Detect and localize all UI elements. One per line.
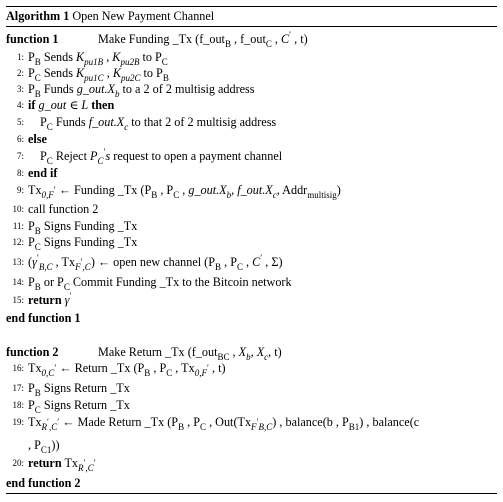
line-text: ($\gamma'_{B,C}$ , $Tx_{F',C}$) ← open new channel ($P_B$ , $P_C$ , C′ , Σ): [28, 253, 283, 272]
function-2-signature: Make Return _Tx (f_out$_{BC}$ , $X_b$, $X_c$, t): [98, 345, 282, 362]
line-number: 17 :: [6, 381, 24, 396]
algo-line-10: [0, 202, 503, 217]
line-number: 13 :: [6, 255, 24, 270]
line-number: 18 :: [6, 398, 24, 413]
line-text: else: [28, 132, 47, 146]
line-text: $P_C$ Funds $f\_out.X_c$ to that 2 of 2 multisig address: [40, 115, 277, 132]
line-text: $P_B$ Funds $g\_out.X_b$ to a 2 of 2 multisig address: [28, 82, 255, 99]
line-text: $P_B$ Signs Return _Tx: [28, 381, 130, 398]
function-1-signature: Make Funding _Tx (f_out$_B$ , f_out$_C$ , C′ , t): [98, 30, 308, 49]
line-text: call function 2: [28, 202, 99, 216]
line-text: $Tx_{0,F'}$ ← Funding _Tx ($P_B$ , $P_C$ , $g\_out.X_b$, $f\_out.X_c$, Addr$_{multisig}$): [28, 183, 341, 200]
algo-line-19-continued: [0, 438, 503, 453]
algorithm-caption: [6, 8, 214, 24]
line-text: $P_C$ Reject $P_C's$ request to open a payment channel: [40, 147, 283, 166]
line-text: $P_C$ Signs Return _Tx: [28, 398, 130, 415]
algo-line-1: [0, 50, 503, 65]
algo-line-15: [0, 293, 503, 308]
algo-line-19: [0, 415, 503, 430]
line-text: $Tx_{0,C'}$ ← Return _Tx ($P_B$ , $P_C$ , $Tx_{0,F'}$ , t): [28, 361, 226, 378]
line-text: if g_out ∈ L then: [28, 98, 115, 112]
algorithm-title: Open New Payment Channel: [72, 9, 215, 23]
line-number: 8 :: [6, 166, 24, 181]
line-text: $P_C$ Signs Funding _Tx: [28, 235, 138, 252]
end-function-2: end function 2: [6, 476, 81, 490]
algo-line-16: [0, 361, 503, 376]
function-2-header: [0, 345, 503, 360]
function-1-footer: [0, 311, 503, 326]
algo-line-5: [0, 115, 503, 130]
line-text: $Tx_{R',C'}$ ← Made Return _Tx ($P_B$ , $P_C$ , $Out(Tx_{F'B,C})$ , balance(b , $P_{B1}$) , balance(c: [28, 415, 420, 432]
algo-line-7: [0, 149, 503, 164]
algo-line-8: [0, 166, 503, 181]
line-number: 2 :: [6, 66, 24, 81]
algo-line-2: [0, 66, 503, 81]
function-1-keyword: function 1: [6, 32, 59, 46]
algorithm-label: Algorithm 1: [6, 9, 70, 23]
line-number: 16 :: [6, 361, 24, 376]
line-text: $P_B$ Sends $K_{pu1B}$ , $K_{pu2B}$ to $P_C$: [28, 50, 168, 67]
function-1-header: [0, 32, 503, 47]
line-number: 5 :: [6, 115, 24, 130]
algo-line-20: [0, 456, 503, 471]
algo-line-12: [0, 235, 503, 250]
line-text: $P_B$ or $P_C$ Commit Funding _Tx to the Bitcoin network: [28, 275, 292, 292]
algo-line-13: [0, 255, 503, 270]
algo-line-9: [0, 183, 503, 198]
algo-line-14: [0, 275, 503, 290]
line-number: 14 :: [6, 275, 24, 290]
algo-line-17: [0, 381, 503, 396]
bottom-rule: [6, 493, 497, 494]
line-number: 6 :: [6, 132, 24, 147]
function-2-footer: [0, 476, 503, 491]
line-number: 20 :: [6, 456, 24, 471]
caption-rule: [6, 26, 497, 27]
line-number: 3 :: [6, 82, 24, 97]
algo-line-11: [0, 219, 503, 234]
line-number: 11 :: [6, 219, 24, 234]
line-number: 12 :: [6, 235, 24, 250]
line-text: $P_C$ Sends $K_{pu1C}$ , $K_{pu2C}$ to $P_B$: [28, 66, 169, 83]
line-number: 19 :: [6, 415, 24, 430]
line-text: , $P_{C1}$)): [28, 438, 60, 455]
line-text: return $Tx_{R',C'}$: [28, 456, 96, 473]
algo-line-4: [0, 98, 503, 113]
line-number: 1 :: [6, 50, 24, 65]
algo-line-3: [0, 82, 503, 97]
line-number: 4 :: [6, 98, 24, 113]
line-number: 15 :: [6, 293, 24, 308]
end-function-1: end function 1: [6, 311, 81, 325]
algo-line-18: [0, 398, 503, 413]
line-text: $P_B$ Signs Funding _Tx: [28, 219, 138, 236]
function-2-keyword: function 2: [6, 345, 59, 359]
line-text: return γ′: [28, 291, 72, 307]
algo-line-6: [0, 132, 503, 147]
line-text: end if: [28, 166, 58, 180]
line-number: 10 :: [6, 202, 24, 217]
line-number: 9 :: [6, 183, 24, 198]
line-number: 7 :: [6, 149, 24, 164]
